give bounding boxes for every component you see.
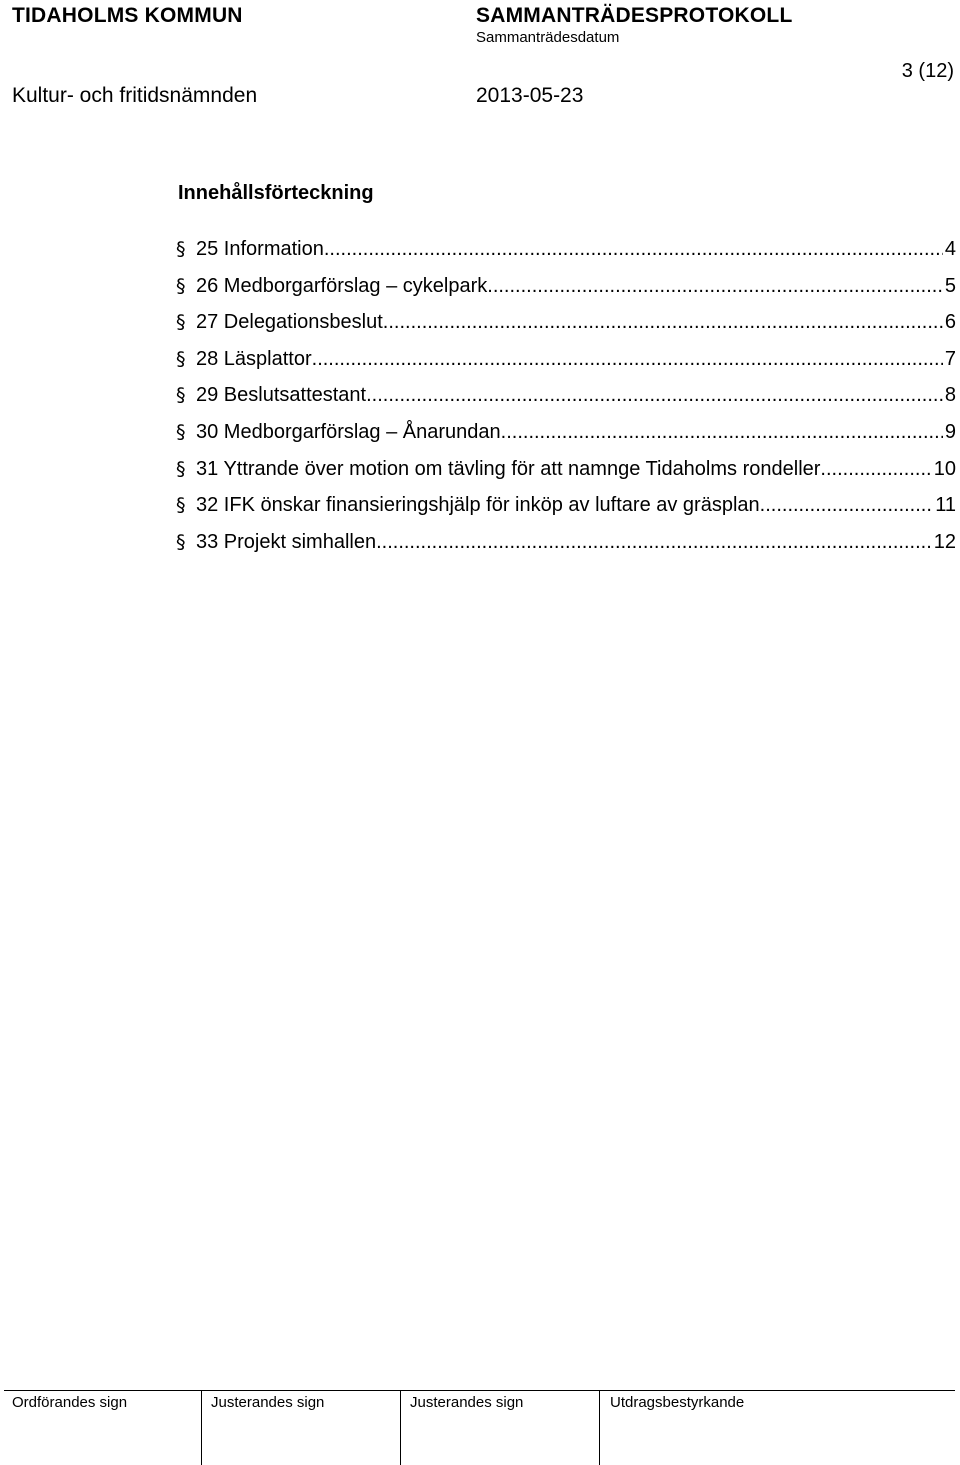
extract-certification-cell <box>600 1391 955 1465</box>
chair-signature-label: Ordförandes sign <box>12 1394 128 1411</box>
page-number: 3 (12) <box>901 60 954 82</box>
toc-item-page[interactable]: 7 <box>944 347 956 370</box>
toc-item[interactable] <box>176 524 956 561</box>
adjuster-signature-cell <box>401 1391 600 1465</box>
toc-item-page[interactable]: 4 <box>944 238 956 260</box>
section-sign-icon: § <box>176 384 186 407</box>
toc-item-title[interactable]: 26 Medborgarförslag – cykelpark <box>196 274 488 297</box>
toc-item-title[interactable]: 28 Läsplattor <box>196 347 312 370</box>
toc-dot-leader <box>383 304 943 341</box>
toc-item-title[interactable]: 30 Medborgarförslag – Ånarundan <box>196 420 501 443</box>
document-type: SAMMANTRÄDESPROTOKOLL <box>476 4 793 27</box>
section-sign-icon: § <box>176 274 186 297</box>
section-sign-icon: § <box>176 530 186 553</box>
municipality-name: TIDAHOLMS KOMMUN <box>12 4 243 27</box>
toc-item[interactable] <box>176 268 956 305</box>
section-sign-icon: § <box>176 494 186 517</box>
meeting-date: 2013-05-23 <box>476 84 584 107</box>
toc-item-page[interactable]: 11 <box>935 494 956 517</box>
adjuster-signature-label: Justerandes sign <box>211 1394 325 1411</box>
toc-dot-leader <box>820 451 931 488</box>
section-sign-icon: § <box>176 311 186 334</box>
toc-dot-leader <box>501 414 943 451</box>
committee-name: Kultur- och fritidsnämnden <box>12 84 258 107</box>
toc-item-page[interactable]: 9 <box>944 420 956 443</box>
toc-dot-leader <box>312 341 943 378</box>
toc-heading: Innehållsförteckning <box>178 182 374 204</box>
toc-item-title[interactable]: 32 IFK önskar finansieringshjälp för inköp av luftare av gräsplan <box>196 494 760 517</box>
toc-dot-leader <box>760 487 934 524</box>
toc-item-title[interactable]: 31 Yttrande över motion om tävling för att namnge Tidaholms rondeller <box>196 457 821 480</box>
toc-item[interactable] <box>176 304 956 341</box>
toc-dot-leader <box>324 231 943 268</box>
section-sign-icon: § <box>176 420 186 443</box>
meeting-date-label: Sammanträdesdatum <box>476 29 620 46</box>
toc-dot-leader <box>487 268 943 305</box>
toc-dot-leader <box>366 377 943 414</box>
toc-item-title[interactable]: 33 Projekt simhallen <box>196 530 377 553</box>
toc-item-page[interactable]: 12 <box>933 530 956 553</box>
toc-item-page[interactable]: 6 <box>944 311 956 334</box>
toc-item[interactable] <box>176 231 956 268</box>
toc-item-page[interactable]: 5 <box>944 274 956 297</box>
toc-dot-leader <box>376 524 932 561</box>
toc-item[interactable] <box>176 414 956 451</box>
toc-item-title[interactable]: 27 Delegationsbeslut <box>196 311 383 334</box>
signature-footer <box>4 1390 955 1465</box>
toc-item[interactable] <box>176 341 956 378</box>
chair-signature-cell <box>4 1391 202 1465</box>
toc-item[interactable] <box>176 451 956 488</box>
toc-item-page[interactable]: 10 <box>933 457 956 480</box>
toc-item[interactable] <box>176 487 956 524</box>
adjuster-signature-label: Justerandes sign <box>410 1394 524 1411</box>
toc-item-title[interactable]: 25 Information <box>196 238 324 260</box>
table-of-contents <box>176 231 956 560</box>
toc-item-title[interactable]: 29 Beslutsattestant <box>196 384 367 407</box>
adjuster-signature-cell <box>202 1391 401 1465</box>
section-sign-icon: § <box>176 457 186 480</box>
section-sign-icon: § <box>176 347 186 370</box>
extract-certification-label: Utdragsbestyrkande <box>610 1394 745 1411</box>
toc-item-page[interactable]: 8 <box>944 384 956 407</box>
section-sign-icon: § <box>176 238 186 260</box>
toc-item[interactable] <box>176 377 956 414</box>
